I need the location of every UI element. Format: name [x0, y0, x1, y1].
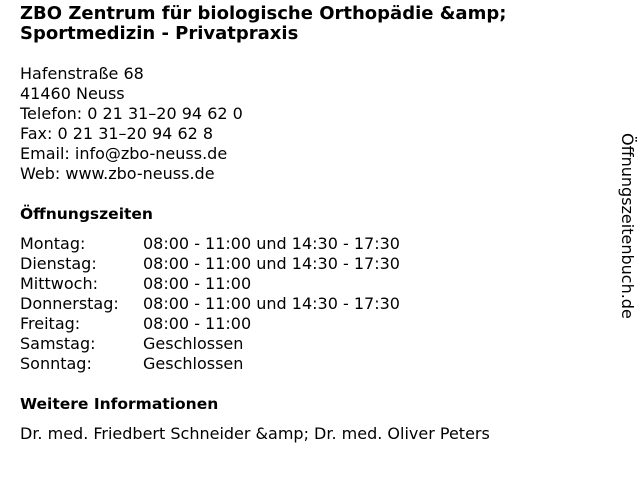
- watermark-label: Öffnungszeitenbuch.de: [618, 133, 637, 319]
- web-line: Web: www.zbo-neuss.de: [20, 164, 215, 183]
- day-label: Dienstag:: [20, 254, 97, 273]
- day-hours: 08:00 - 11:00: [143, 274, 252, 293]
- day-hours: 08:00 - 11:00 und 14:30 - 17:30: [143, 254, 400, 273]
- fax-line: Fax: 0 21 31–20 94 62 8: [20, 124, 214, 143]
- city-line: 41460 Neuss: [20, 84, 125, 103]
- hours-row-wednesday: [20, 274, 400, 294]
- day-hours: Geschlossen: [143, 354, 244, 373]
- day-label: Samstag:: [20, 334, 96, 353]
- more-info-heading: Weitere Informationen: [20, 395, 219, 413]
- day-hours: 08:00 - 11:00 und 14:30 - 17:30: [143, 294, 400, 313]
- email-line: Email: info@zbo-neuss.de: [20, 144, 228, 163]
- hours-row-tuesday: [20, 254, 400, 274]
- phone-line: Telefon: 0 21 31–20 94 62 0: [20, 104, 243, 123]
- hours-row-monday: [20, 234, 400, 254]
- opening-hours-table: [20, 234, 400, 374]
- day-hours: Geschlossen: [143, 334, 244, 353]
- day-label: Sonntag:: [20, 354, 92, 373]
- day-label: Montag:: [20, 234, 86, 253]
- day-hours: 08:00 - 11:00 und 14:30 - 17:30: [143, 234, 400, 253]
- day-label: Freitag:: [20, 314, 81, 333]
- opening-hours-heading: Öffnungszeiten: [20, 205, 153, 223]
- address-block: [20, 64, 243, 184]
- day-label: Donnerstag:: [20, 294, 119, 313]
- day-label: Mittwoch:: [20, 274, 98, 293]
- hours-row-saturday: [20, 334, 400, 354]
- page-title: ZBO Zentrum für biologische Orthopädie &amp; Sportmedizin - Privatpraxis: [20, 3, 507, 44]
- hours-row-sunday: [20, 354, 400, 374]
- day-hours: 08:00 - 11:00: [143, 314, 252, 333]
- hours-row-friday: [20, 314, 400, 334]
- hours-row-thursday: [20, 294, 400, 314]
- doctors-text: Dr. med. Friedbert Schneider &amp; Dr. med. Oliver Peters: [20, 424, 490, 443]
- street-line: Hafenstraße 68: [20, 64, 144, 83]
